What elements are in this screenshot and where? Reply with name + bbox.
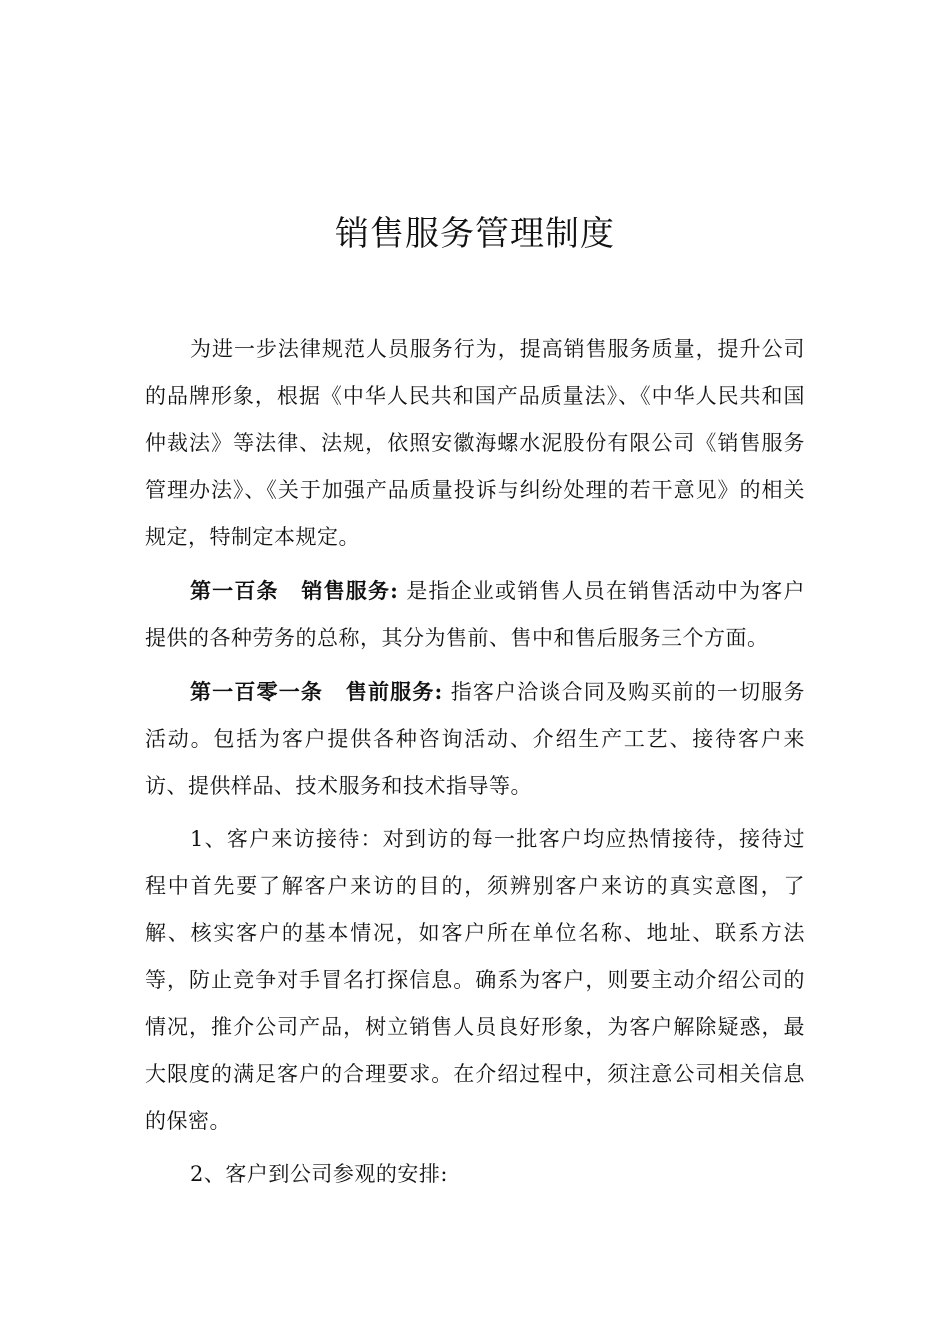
article-text: 是指企业或销售人员在销售活动中为客户提供的各种劳务的总称，其分为售前、售中和售后服务三个方面。	[145, 579, 805, 650]
article-heading: 售前服务:	[345, 679, 443, 704]
article-text: 指客户洽谈合同及购买前的一切服务活动。包括为客户提供各种咨询活动、介绍生产工艺、接待客户来访、提供样品、技术服务和技术指导等。	[145, 680, 805, 798]
list-item: 1、客户来访接待：对到访的每一批客户均应热情接待，接待过程中首先要了解客户来访的目的，须辨别客户来访的真实意图，了解、核实客户的基本情况，如客户所在单位名称、地址、联系方法等，防止竞争对手冒名打探信息。确系为客户，则要主动介绍公司的情况，推介公司产品，树立销售人员良好形象，为客户解除疑惑，最大限度的满足客户的合理要求。在介绍过程中，须注意公司相关信息的保密。	[145, 827, 805, 1133]
document-title: 销售服务管理制度	[335, 214, 615, 254]
article-number: 第一百条	[190, 578, 279, 603]
list-item: 2、客户到公司参观的安排:	[190, 1162, 448, 1186]
article-100	[145, 567, 805, 662]
document-body	[145, 326, 805, 1198]
intro-paragraph: 为进一步法律规范人员服务行为，提高销售服务质量，提升公司的品牌形象，根据《中华人民共和国产品质量法》、《中华人民共和国仲裁法》等法律、法规，依照安徽海螺水泥股份有限公司《销售服务管理办法》、《关于加强产品质量投诉与纠纷处理的若干意见》的相关规定，特制定本规定。	[145, 337, 805, 549]
article-101	[145, 668, 805, 810]
article-number: 第一百零一条	[190, 679, 324, 704]
article-heading: 销售服务:	[300, 578, 399, 603]
